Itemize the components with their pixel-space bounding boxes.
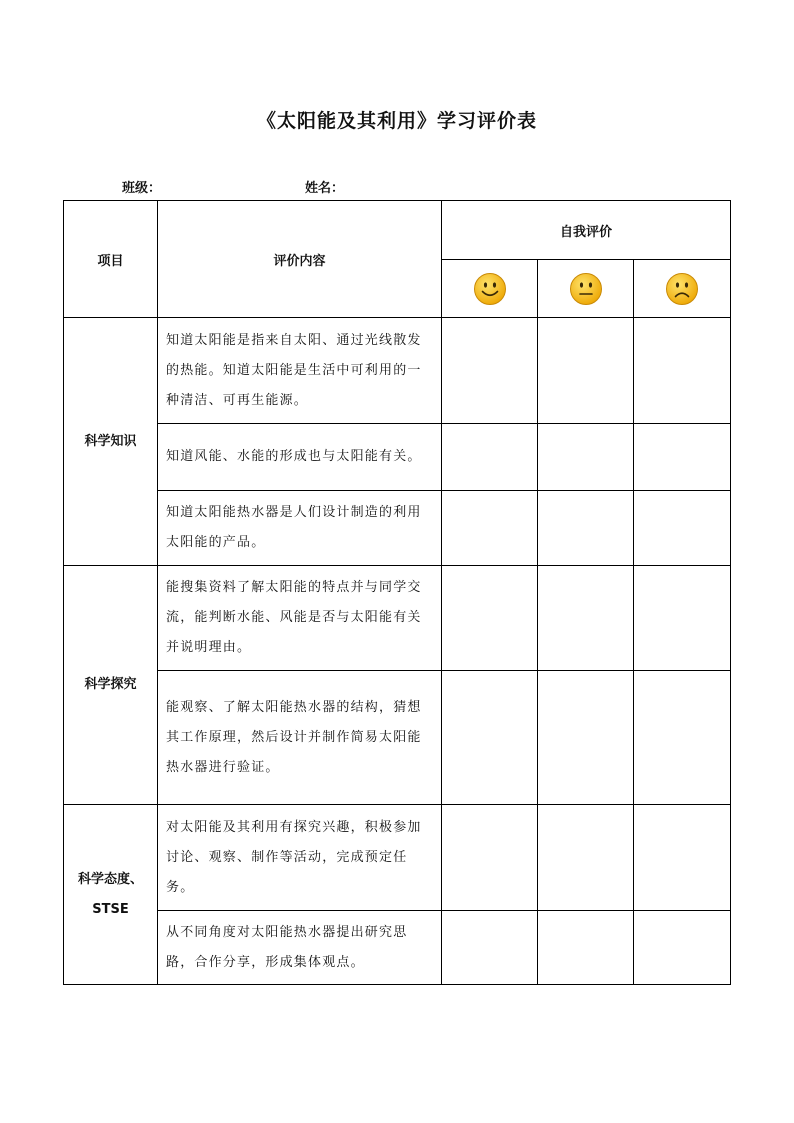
- name-label: 姓名：: [305, 181, 345, 196]
- criterion-text: 知道太阳能热水器是人们设计制造的利用太阳能的产品。: [158, 491, 442, 566]
- category-attitude-line2: STSE: [92, 901, 129, 917]
- criterion-text: 能搜集资料了解太阳能的特点并与同学交流，能判断水能、风能是否与太阳能有关并说明理由。: [158, 566, 442, 671]
- category-inquiry: 科学探究: [64, 566, 158, 805]
- rating-cell-smile[interactable]: [442, 424, 538, 491]
- class-label: 班级：: [122, 181, 162, 196]
- rating-cell-sad[interactable]: [634, 424, 731, 491]
- table-row: [64, 424, 731, 491]
- face-header-sad: [634, 260, 731, 318]
- criterion-text: 能观察、了解太阳能热水器的结构，猜想其工作原理，然后设计并制作简易太阳能热水器进行验证。: [158, 671, 442, 805]
- rating-cell-smile[interactable]: [442, 911, 538, 985]
- table-row: [64, 911, 731, 985]
- category-knowledge: 科学知识: [64, 318, 158, 566]
- table-row: [64, 805, 731, 911]
- face-header-neutral: [538, 260, 634, 318]
- rating-cell-sad[interactable]: [634, 491, 731, 566]
- rating-cell-neutral[interactable]: [538, 566, 634, 671]
- rating-cell-sad[interactable]: [634, 566, 731, 671]
- rating-cell-sad[interactable]: [634, 318, 731, 424]
- category-attitude: [64, 805, 158, 985]
- rating-cell-smile[interactable]: [442, 805, 538, 911]
- rating-cell-neutral[interactable]: [538, 671, 634, 805]
- rating-cell-sad[interactable]: [634, 911, 731, 985]
- rating-cell-sad[interactable]: [634, 805, 731, 911]
- criterion-text: 知道风能、水能的形成也与太阳能有关。: [158, 424, 442, 491]
- table-row: [64, 318, 731, 424]
- rating-cell-neutral[interactable]: [538, 911, 634, 985]
- rating-cell-neutral[interactable]: [538, 805, 634, 911]
- page-title: 《太阳能及其利用》学习评价表: [256, 110, 537, 132]
- face-header-smile: [442, 260, 538, 318]
- neutral-face-icon: [569, 272, 603, 306]
- criterion-text: 对太阳能及其利用有探究兴趣，积极参加讨论、观察、制作等活动，完成预定任务。: [158, 805, 442, 911]
- category-attitude-line1: 科学态度、: [77, 871, 143, 887]
- sad-face-icon: [665, 272, 699, 306]
- table-row: [64, 671, 731, 805]
- rating-cell-neutral[interactable]: [538, 424, 634, 491]
- rating-cell-sad[interactable]: [634, 671, 731, 805]
- table-row: [64, 491, 731, 566]
- rating-cell-smile[interactable]: [442, 318, 538, 424]
- criterion-text: 知道太阳能是指来自太阳、通过光线散发的热能。知道太阳能是生活中可利用的一种清洁、可再生能源。: [158, 318, 442, 424]
- header-item: 项目: [64, 201, 158, 318]
- rating-cell-neutral[interactable]: [538, 318, 634, 424]
- table-row: [64, 566, 731, 671]
- criterion-text: 从不同角度对太阳能热水器提出研究思路，合作分享，形成集体观点。: [158, 911, 442, 985]
- header-self-eval: 自我评价: [442, 201, 731, 260]
- rating-cell-neutral[interactable]: [538, 491, 634, 566]
- rating-cell-smile[interactable]: [442, 566, 538, 671]
- rating-cell-smile[interactable]: [442, 491, 538, 566]
- rating-cell-smile[interactable]: [442, 671, 538, 805]
- evaluation-table: [63, 200, 731, 985]
- smile-face-icon: [473, 272, 507, 306]
- header-content: 评价内容: [158, 201, 442, 318]
